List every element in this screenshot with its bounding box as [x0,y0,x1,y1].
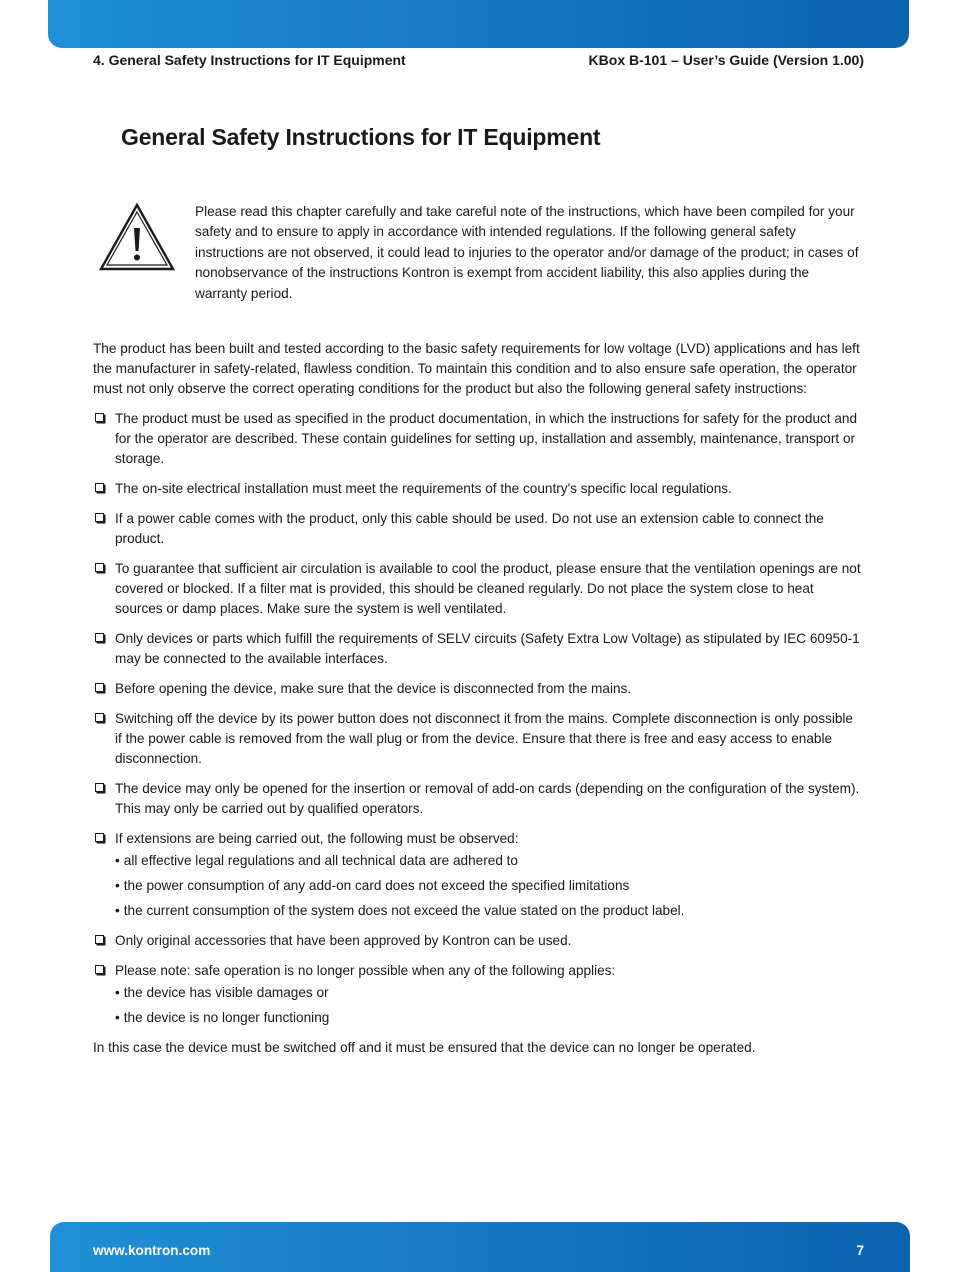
checkbox-bullet-icon [95,965,104,974]
list-item: Before opening the device, make sure that the device is disconnected from the mains. [93,679,863,699]
closing-paragraph: In this case the device must be switched off and it must be ensured that the device can no longer be operated. [93,1040,756,1055]
list-item: Switching off the device by its power button does not disconnect it from the mains. Complete disconnection is only possible if the power cable is removed from the wall plug or from the device. Ensure that there is free and easy access to enable disconnection. [93,709,863,769]
extensions-sublist [115,851,863,921]
safety-list [93,409,863,1028]
checkbox-bullet-icon [95,413,104,422]
checkbox-bullet-icon [95,513,104,522]
chapter-label: 4. General Safety Instructions for IT Equipment [93,52,406,68]
top-banner [48,0,909,48]
checkbox-bullet-icon [95,633,104,642]
checkbox-bullet-icon [95,935,104,944]
intro-paragraph: The product has been built and tested according to the basic safety requirements for low voltage (LVD) applications and has left the manufacturer in safety-related, flawless condition. To maintain this condition and to also ensure safe operation, the operator must not only observe the correct operating conditions for the product but also the following general safety instructions: [93,341,860,396]
checkbox-bullet-icon [95,563,104,572]
sub-list-item: • the device is no longer functioning [115,1010,330,1025]
bullet-dot-icon: • [115,878,120,893]
sub-list-item: • all effective legal regulations and all technical data are adhered to [115,853,518,868]
sub-list-item: • the device has visible damages or [115,985,329,1000]
checkbox-bullet-icon [95,713,104,722]
warning-triangle-icon [98,202,176,272]
bullet-dot-icon: • [115,903,120,918]
bullet-dot-icon: • [115,985,120,1000]
footer-banner [50,1222,910,1272]
footer-url[interactable]: www.kontron.com [93,1243,211,1258]
bullet-dot-icon: • [115,853,120,868]
list-item: The device may only be opened for the insertion or removal of add-on cards (depending on the configuration of the system). This may only be carried out by qualified operators. [93,779,863,819]
safety-body [93,339,863,1058]
checkbox-bullet-icon [95,483,104,492]
guide-label: KBox B-101 – User’s Guide (Version 1.00) [588,52,864,68]
warning-text: Please read this chapter carefully and take careful note of the instructions, which have been compiled for your safety and to ensure to apply in accordance with intended regulations. If the following general safety instructions are not observed, it could lead to injuries to the operator and/or damage of the product; in cases of nonobservance of the instructions Kontron is exempt from accident liability, this also applies during the warranty period. [195,204,859,301]
list-item-safe-operation: Please note: safe operation is no longer possible when any of the following applies: • the device has visible damages or • the device is no longer functioning [93,961,863,1028]
page-number: 7 [856,1243,864,1258]
running-header [93,52,864,70]
page-title: General Safety Instructions for IT Equipment [121,124,601,150]
list-item: To guarantee that sufficient air circulation is available to cool the product, please ensure that the ventilation openings are not covered or blocked. If a filter mat is provided, this should be cleaned regularly. Do not place the system close to heat sources or damp places. Make sure the system is well ventilated. [93,559,863,619]
list-item: Only devices or parts which fulfill the requirements of SELV circuits (Safety Extra Low Voltage) as stipulated by IEC 60950-1 may be connected to the available interfaces. [93,629,863,669]
list-item: Only original accessories that have been approved by Kontron can be used. [93,931,863,951]
list-item-extensions: If extensions are being carried out, the following must be observed: • all effective legal regulations and all technical data are adhered to • the power consumption of any add-on card does not exceed the specified limitations • the current consumption of the system does not exceed the value stated on the product label. [93,829,863,921]
list-item: The product must be used as specified in the product documentation, in which the instructions for safety for the product and for the operator are described. These contain guidelines for setting up, installation and assembly, maintenance, transport or storage. [93,409,863,469]
checkbox-bullet-icon [95,683,104,692]
checkbox-bullet-icon [95,833,104,842]
list-item: The on-site electrical installation must meet the requirements of the country's specific local regulations. [93,479,863,499]
checkbox-bullet-icon [95,783,104,792]
sub-list-item: • the current consumption of the system does not exceed the value stated on the product label. [115,903,685,918]
sub-list-item: • the power consumption of any add-on card does not exceed the specified limitations [115,878,630,893]
safe-operation-sublist [115,983,863,1028]
list-item: If a power cable comes with the product, only this cable should be used. Do not use an extension cable to connect the product. [93,509,863,549]
bullet-dot-icon: • [115,1010,120,1025]
